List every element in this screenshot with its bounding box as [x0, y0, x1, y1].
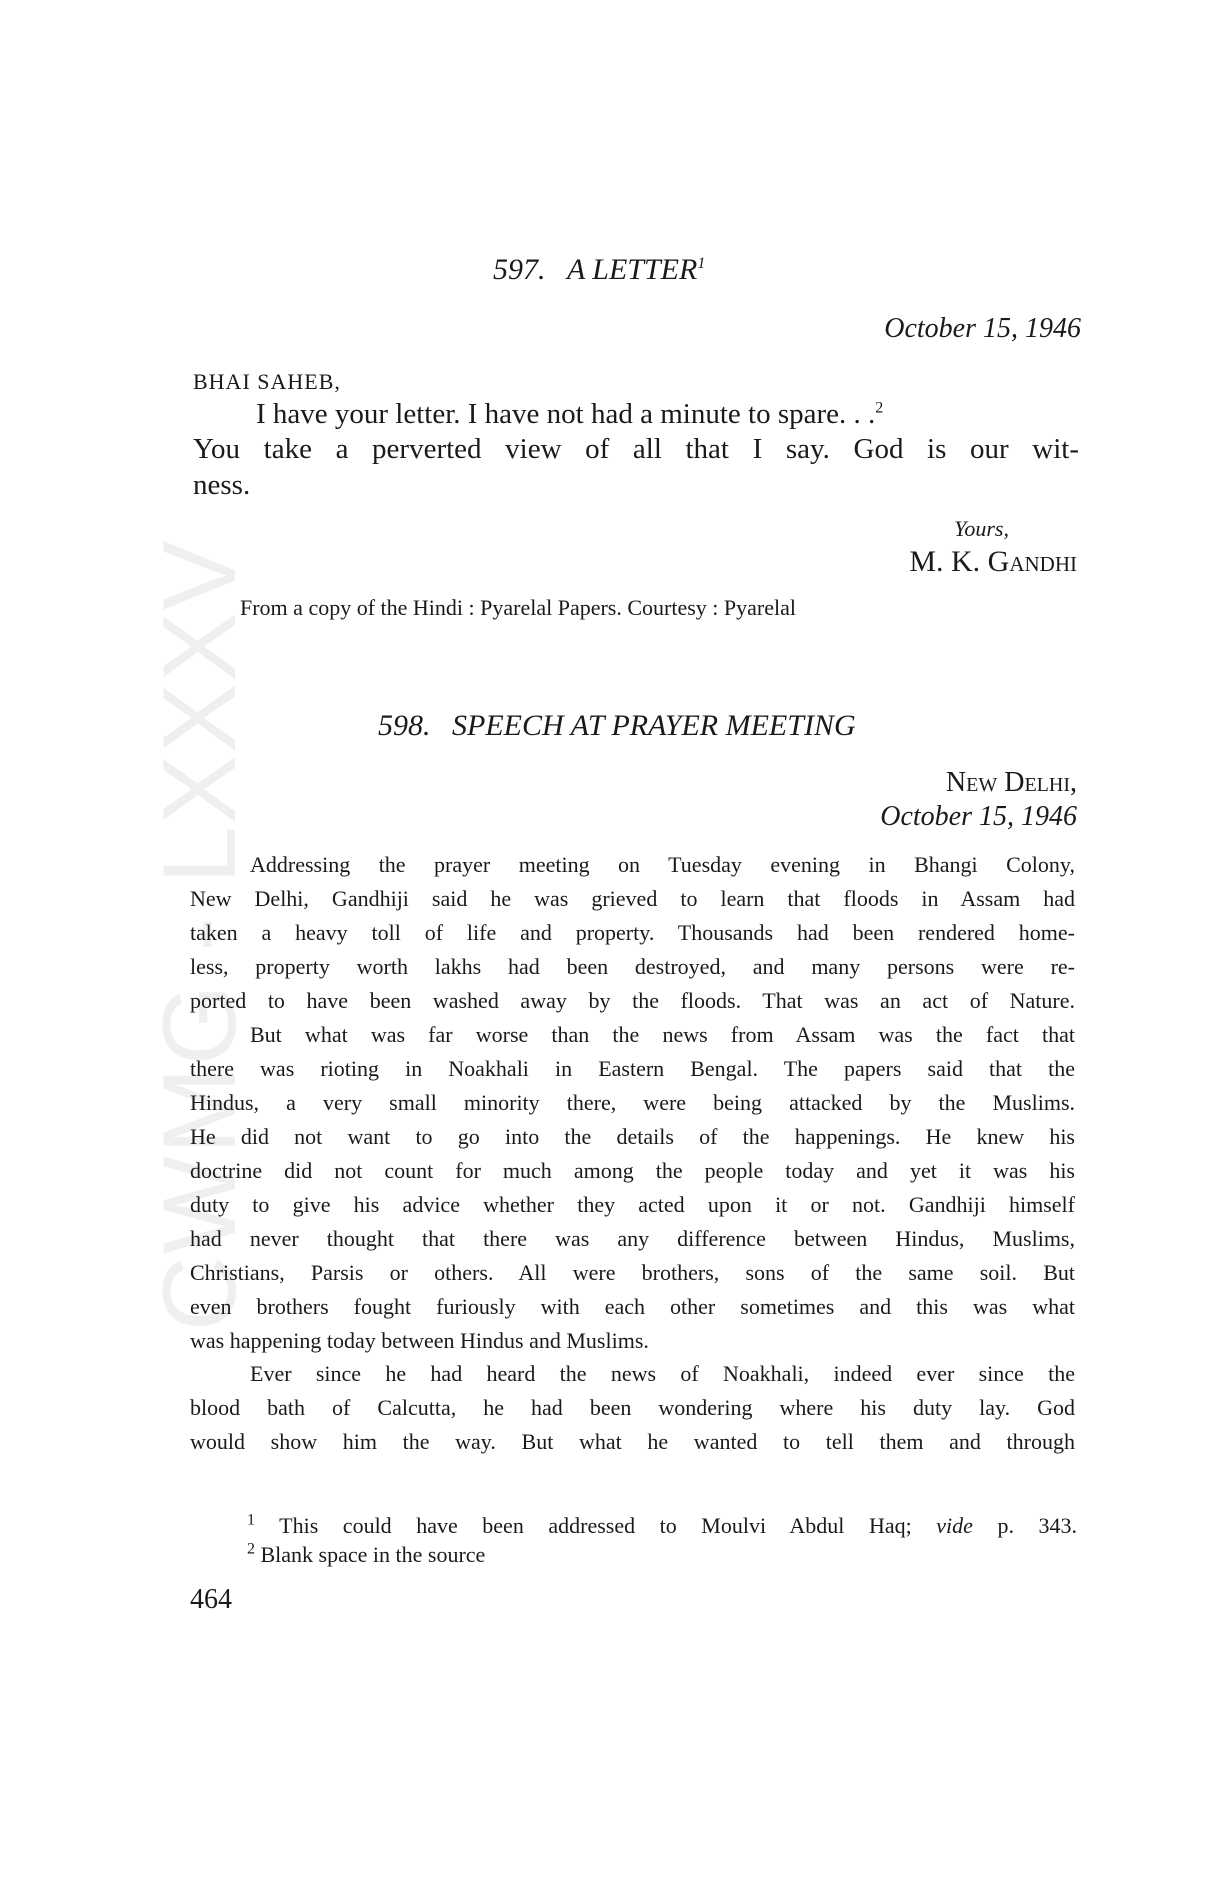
speech-paragraph [190, 1357, 1075, 1459]
speech-title: SPEECH AT PRAYER MEETING [452, 709, 856, 742]
text-line: ported to have been washed away by the floods. That was an act of Nature. [190, 988, 1075, 1013]
text-line: had never thought that there was any difference between Hindus, Muslims, [190, 1226, 1075, 1251]
source-note: From a copy of the Hindi : Pyarelal Papers. Courtesy : Pyarelal [240, 595, 796, 620]
speech-paragraph [190, 848, 1075, 1018]
footnote: $^2$ Blank space in the source [247, 1540, 486, 1567]
text-line: less, property worth lakhs had been destroyed, and many persons were re- [190, 954, 1075, 979]
letter-title: A LETTER [567, 253, 698, 286]
footnote-mark: 2 [247, 1540, 255, 1558]
letter-number: 597. [493, 253, 546, 286]
text-line: Hindus, a very small minority there, were being attacked by the Muslims. [190, 1090, 1075, 1115]
text-line: was happening today between Hindus and Muslims. [190, 1328, 649, 1353]
text-line: even brothers fought furiously with each other sometimes and this was what [190, 1294, 1075, 1319]
text-line: there was rioting in Noakhali in Eastern Bengal. The papers said that the [190, 1056, 1075, 1081]
text-line: doctrine did not count for much among the people today and yet it was his [190, 1158, 1075, 1183]
letter-body-line: ness. [193, 469, 251, 501]
letter-title-footnote-mark: 1 [697, 255, 706, 272]
footnote: $^1$ This could have been addressed to Moulvi Abdul Haq; vide p. 343. [247, 1511, 1078, 1538]
text-line: Addressing the prayer meeting on Tuesday evening in Bhangi Colony, [250, 852, 1075, 877]
watermark: CWMG - LXXXV [142, 538, 258, 1332]
speech-date: October 15, 1946 [880, 801, 1077, 832]
text-line: would show him the way. But what he wanted to tell them and through [190, 1429, 1075, 1454]
footnote-mark: 1 [247, 1511, 255, 1529]
text-line: taken a heavy toll of life and property. Thousands had been rendered home- [190, 920, 1075, 945]
text-line: But what was far worse than the news from Assam was the fact that [250, 1022, 1075, 1047]
letter-heading [493, 253, 705, 287]
letter-date: October 15, 1946 [884, 313, 1081, 344]
letter-signature: M. K. Gandhi [909, 545, 1077, 578]
page-number: 464 [190, 1584, 232, 1615]
speech-place: New Delhi, [945, 767, 1077, 798]
text-line: New Delhi, Gandhiji said he was grieved to learn that floods in Assam had [190, 886, 1075, 911]
text-line: duty to give his advice whether they acted upon it or not. Gandhiji himself [190, 1192, 1075, 1217]
text-line: Christians, Parsis or others. All were brothers, sons of the same soil. But [190, 1260, 1075, 1285]
text-line: Ever since he had heard the news of Noakhali, indeed ever since the [250, 1361, 1075, 1386]
letter-body-line: You take a perverted view of all that I say. God is our wit- [193, 433, 1079, 465]
speech-heading [378, 709, 856, 743]
letter-closing: Yours, [954, 516, 1009, 541]
letter-body-footnote-mark: 2 [875, 399, 884, 417]
text-line: blood bath of Calcutta, he had been wondering where his duty lay. God [190, 1395, 1075, 1420]
letter-body-line: I have your letter. I have not had a minute to spare. . .$^2$ [256, 398, 884, 430]
text-line: He did not want to go into the details of the happenings. He knew his [190, 1124, 1075, 1149]
speech-number: 598. [378, 709, 431, 742]
speech-paragraph [190, 1018, 1075, 1358]
letter-salutation: BHAI SAHEB, [193, 369, 341, 394]
